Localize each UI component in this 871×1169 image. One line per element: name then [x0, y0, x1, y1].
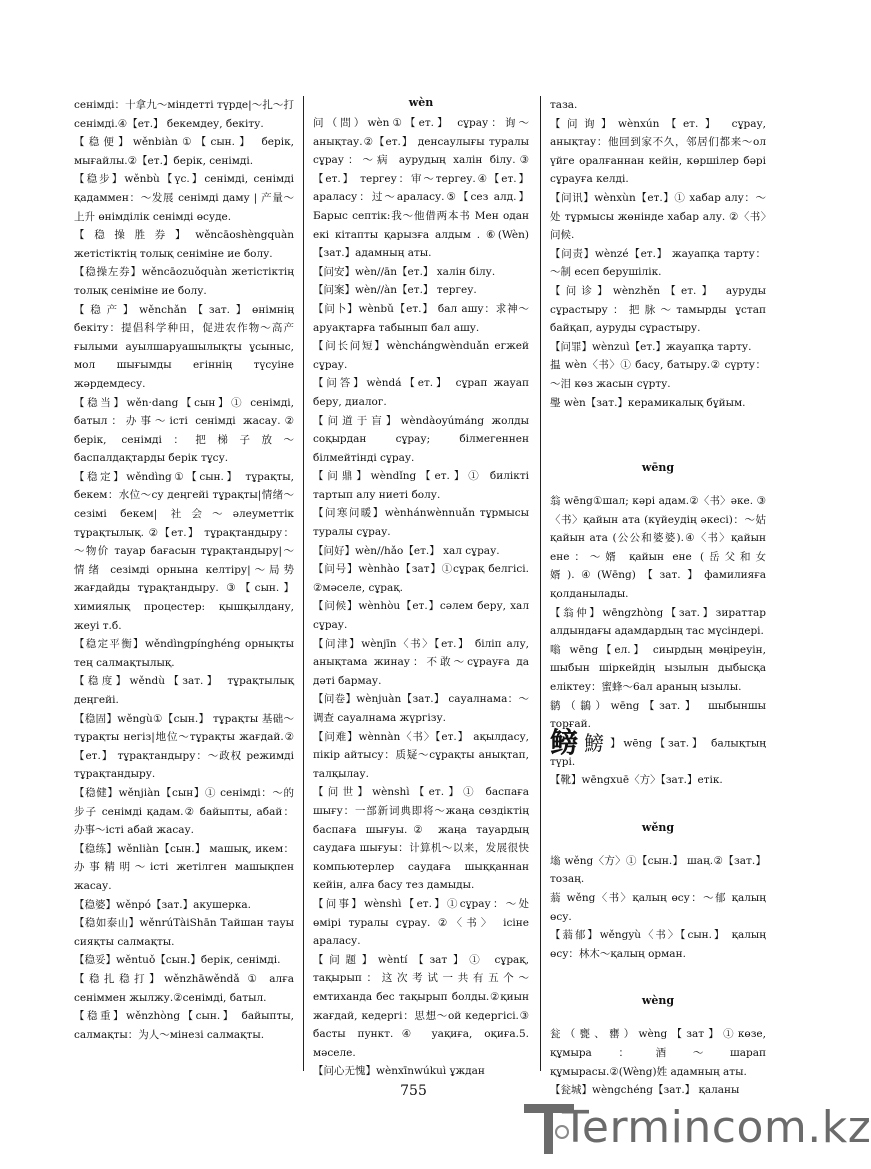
dictionary-entry: 【稳固】wěngù①【сын.】 тұрақты 基础～тұрақты негіз|地位～тұрақты жағдай.②【ет.】 тұрақтандыру：～政权 режимді тұрақтандыру.	[74, 712, 294, 781]
dictionary-entry: 【靴】wēngxuē〈方〉【зат.】етік.	[550, 774, 723, 787]
column-divider-right	[540, 96, 541, 1071]
glyph-entry-text: 】wēng【зат.】 балықтың түрі.	[550, 737, 766, 768]
dictionary-entry: 嗡 wēng【ел.】 сиырдың мөңіреуін, шыбын шіркейдің ызылын дыбысқа еліктеу：蜜蜂～6ал араның ызылы.	[550, 643, 766, 694]
dictionary-entry: 揾 wèn〈书〉① басу, батыру.② сүрту：～泪 көз жасын сүрту.	[550, 359, 766, 390]
dictionary-entry: 【问题】wèntí【зат】① сұрақ, тақырып：这次考试一共有五个～ емтиханда бес тақырып болды.②қиын жағдай, кедергі：思想～ой кедергісі.③ басты пункт.④ уақиға, оқиға.5. мәселе.	[313, 953, 529, 1059]
dictionary-entry: 【问卜】wènbǔ【ет.】 бал ашу：求神～аруақтарға табынып бал ашу.	[313, 302, 529, 334]
section-heading: wēng	[641, 461, 675, 475]
dictionary-entry: 蓊 wěng〈书〉қалың өсу：～郁 қалың өсу.	[550, 892, 766, 923]
dictionary-entry: 【问罪】wènzuì【ет.】жауапқа тарту.	[550, 340, 752, 353]
termincom-watermark	[520, 1096, 871, 1160]
dictionary-entry: 瓮（甕、罋）wèng【зат】①көзе, құмыра：酒～шарап құмырасы.②(Wèng)姓 адамның аты.	[550, 1028, 766, 1078]
dictionary-entry: 【问心无愧】wènxīnwúkuì ұждан	[313, 1065, 485, 1078]
dictionary-entry: 【稳妥】wěntuǒ【сын.】берік, сенімді.	[74, 954, 281, 967]
dictionary-entry: 【问好】wèn//hǎo【ет.】 хал сұрау.	[313, 544, 500, 557]
dictionary-entry: 【稳当】wěn·dang【сын】① сенімді, батыл：办事～істі сенімді жасау.② берік, сенімді：把梯子放～ баспалдақтарды берік тұсу.	[74, 396, 294, 465]
dictionary-entry: 【瓮城】wèngchéng【зат.】 қаланы	[550, 1084, 740, 1097]
dictionary-entry: 【问责】wènzé【ет.】 жауапқа тарту：～制 есеп берушілік.	[550, 247, 766, 279]
page-number: 755	[400, 1083, 427, 1099]
dictionary-entry: 【问鼎】wèndǐng【ет.】① билікті тартып алу ниеті болу.	[313, 470, 529, 501]
dictionary-entry: 【稳重】wěnzhòng【сын.】 байыпты, салмақты：为人～мінезі салмақты.	[74, 1010, 294, 1041]
dictionary-entry: 【问诊】wènzhěn【ет.】 ауруды сұрастыру：把脉～тамырды ұстап байқап, ауруды сұрастыру.	[550, 284, 766, 335]
dictionary-entry: 【问事】wènshì【ет.】①сұрау：～处 өмірі туралы сұрау. ②〈书〉 ісіне араласу.	[313, 897, 529, 948]
dictionary-entry: 【问难】wènnàn〈书〉【ет.】 ақылдасу, пікір айтысу：质疑～сұрақты анықтап, талқылау.	[313, 730, 529, 780]
dictionary-column-2	[313, 96, 529, 1081]
dictionary-entry: 【稳健】wěnjiàn【сын】① сенімді：～的步子 сенімді қадам.② байыпты, абай：办事～істі абай жасау.	[74, 786, 294, 837]
dictionary-entry: 【问世】wènshì【ет.】① баспаға шығу：一部新词典即将～жаңа сөздіктің баспаға шығуы.② жаңа тауардың саудаға шығуы：计算机～以来，发展很快 компьютерлер саудаға шыққаннан кейін, алға басу тез дамыды.	[313, 786, 529, 892]
small-character-glyph: 鰟	[584, 730, 605, 755]
dictionary-column-3	[550, 96, 766, 1100]
column-divider-left	[303, 96, 304, 1071]
dictionary-entry: 【问寒问暖】wènhánwènnuǎn тұрмысы туралы сұрау.	[313, 507, 529, 539]
dictionary-entry: 翁 wēng①шал; кәрі адам.②〈书〉әке. ③〈书〉қайын ата (күйеудің әкесі)：～姑 қайын ата (公公和婆婆).④〈书〉қайын ене：～婿 қайын ене (岳父和女婿).④(Wēng)【зат.】фамилияға қолданылады.	[550, 495, 766, 601]
dictionary-entry: 【稳步】wěnbù【үс.】сенімді, сенімді қадаммен：～发展 сенімді даму | 产量～上升 өнімділік сенімді өсуде.	[74, 173, 294, 223]
dictionary-entry: 【问道于盲】wèndàoyúmáng жолды соқырдан сұрау; білмегеннен білмейтінді сұрау.	[313, 414, 529, 464]
dictionary-entry: 【稳产】wěnchǎn【зат.】өнімнің бекіту：提倡科学种田，促进农作物～高产 ғылыми ауылшаруашылықты ұсыныс, мол шығымды егіннің түсуіне жәрдемдесу.	[74, 303, 294, 390]
dictionary-entry: 【问津】wènjīn〈书〉【ет.】 біліп алу, анықтама жинау：不敢～сұрауға да дәті бармау.	[313, 637, 529, 687]
dictionary-entry: 【稳如泰山】wěnrúTàiShān Тайшан тауы сияқты салмақты.	[74, 917, 294, 948]
dictionary-entry: 【稳定】wěndìng①【сын.】 тұрақты, бекем：水位～су деңгейі тұрақты|情绪～сезімі бекем| 社会～әлеуметтік тұрақтылық. ②【ет.】 тұрақтандыру：～物价 тауар бағасын тұрақтандыру|～情绪 сезімді орнына келтіру|～局势 жағдайды тұрақтандыру. ③【сын.】 химиялық процестер: қышқылдану, жеуі т.б.	[74, 470, 294, 632]
dictionary-entry: 【问候】wènhòu【ет.】сәлем беру, хал сұрау.	[313, 600, 529, 632]
dictionary-entry: 问（問）wèn①【ет.】 сұрау：询～анықтау.②【ет.】 денсаулығы туралы сұрау：～病 аурудың халін білу.③【ет.】 тергеу：审～тергеу.④【ет.】 араласу：过～араласу.⑤【сез алд.】 Барыс септік:我～他借两本书 Мен одан екі кітапты қарызға алдым . ⑥(Wèn)【зат.】адамның аты.	[313, 117, 529, 260]
dictionary-entry: 璺 wèn【зат.】керамикалық бұйым.	[550, 396, 746, 409]
dictionary-entry: 【翁仲】wēngzhòng【зат.】зираттар алдындағы адамдардың тас мүсіндері.	[550, 606, 766, 638]
dictionary-entry: 【问安】wèn//ān【ет.】 халін білу.	[313, 265, 496, 278]
dictionary-entry: 塕 wěng〈方〉①【сын.】 шаң.②【зат.】тозаң.	[550, 854, 766, 886]
dictionary-entry: 【问长问短】wènchángwènduǎn егжей сұрау.	[313, 340, 529, 371]
dictionary-entry: 【稳度】wěndù【зат.】 тұрақтылық деңгейі.	[74, 675, 294, 706]
dictionary-entry: 【稳操左券】wěncāozuǒquàn жетістіктің толық сеніміне ие болу.	[74, 266, 294, 297]
dictionary-entry: 【稳定平衡】wěndìngpínghéng орнықты тең салмақтылық.	[74, 638, 294, 669]
dictionary-entry	[550, 725, 766, 771]
dictionary-entry: 【问询】wènxún【ет.】 сұрау, анықтау：他回到家不久，邻居们都来～ол үйге оралғаннан кейін, көршілер бәрі сұрауға келді.	[550, 117, 766, 186]
dictionary-entry: 【稳操胜券】wěncāoshèngquàn жетістіктің толық сеніміне ие болу.	[74, 229, 294, 260]
dictionary-entry: 【稳便】wěnbiàn①【сын.】 берік, мығайлы.②【ет.】берік, сенімді.	[74, 136, 294, 167]
dictionary-entry: сенімді：十拿九～міндетті түрде|～扎～打 сенімді.④【ет.】 бекемдеу, бекіту.	[74, 99, 294, 130]
dictionary-entry: 【问卷】wènjuàn【зат.】 сауалнама：～调查 сауалнама жүргізу.	[313, 693, 529, 724]
section-heading: wèn	[408, 96, 434, 109]
large-character-glyph: 鳑	[550, 725, 579, 759]
dictionary-entry: 【问答】wèndá【ет.】 сұрап жауап беру, диалог.	[313, 377, 529, 408]
dictionary-column-1	[74, 96, 294, 1044]
section-heading: wèng	[641, 994, 675, 1008]
dictionary-entry: таза.	[550, 99, 578, 111]
dictionary-entry: 【问案】wèn//àn【ет.】 тергеу.	[313, 284, 477, 297]
section-heading: wěng	[641, 820, 675, 834]
dictionary-entry: 【问讯】wènxùn【ет.】① хабар алу：～处 тұрмысы жөнінде хабар алу. ②〈书〉问候.	[550, 191, 766, 242]
dictionary-entry: 【问号】wènhào【зат】①сұрақ белгісі. ②мәселе, сұрақ.	[313, 563, 529, 594]
dictionary-entry: 鹟（鶲）wēng【зат.】 шыбыншы торғай.	[550, 699, 766, 731]
dictionary-entry: 【稳扎稳打】wěnzhāwěndǎ ① алға сеніммен жылжу.②сенімді, батыл.	[74, 972, 294, 1004]
dictionary-entry: 【蓊郁】wěngyù〈书〉【сын.】 қалың өсу：林木～қалың орман.	[550, 929, 766, 960]
watermark-text: Termincom.kz	[562, 1102, 871, 1153]
dictionary-entry: 【稳婆】wěnpó【зат.】акушерка.	[74, 898, 251, 911]
dictionary-entry: 【稳练】wěnliàn【сын.】 машық, икем：办事精明～істі жетілген машықпен жасау.	[74, 842, 294, 892]
